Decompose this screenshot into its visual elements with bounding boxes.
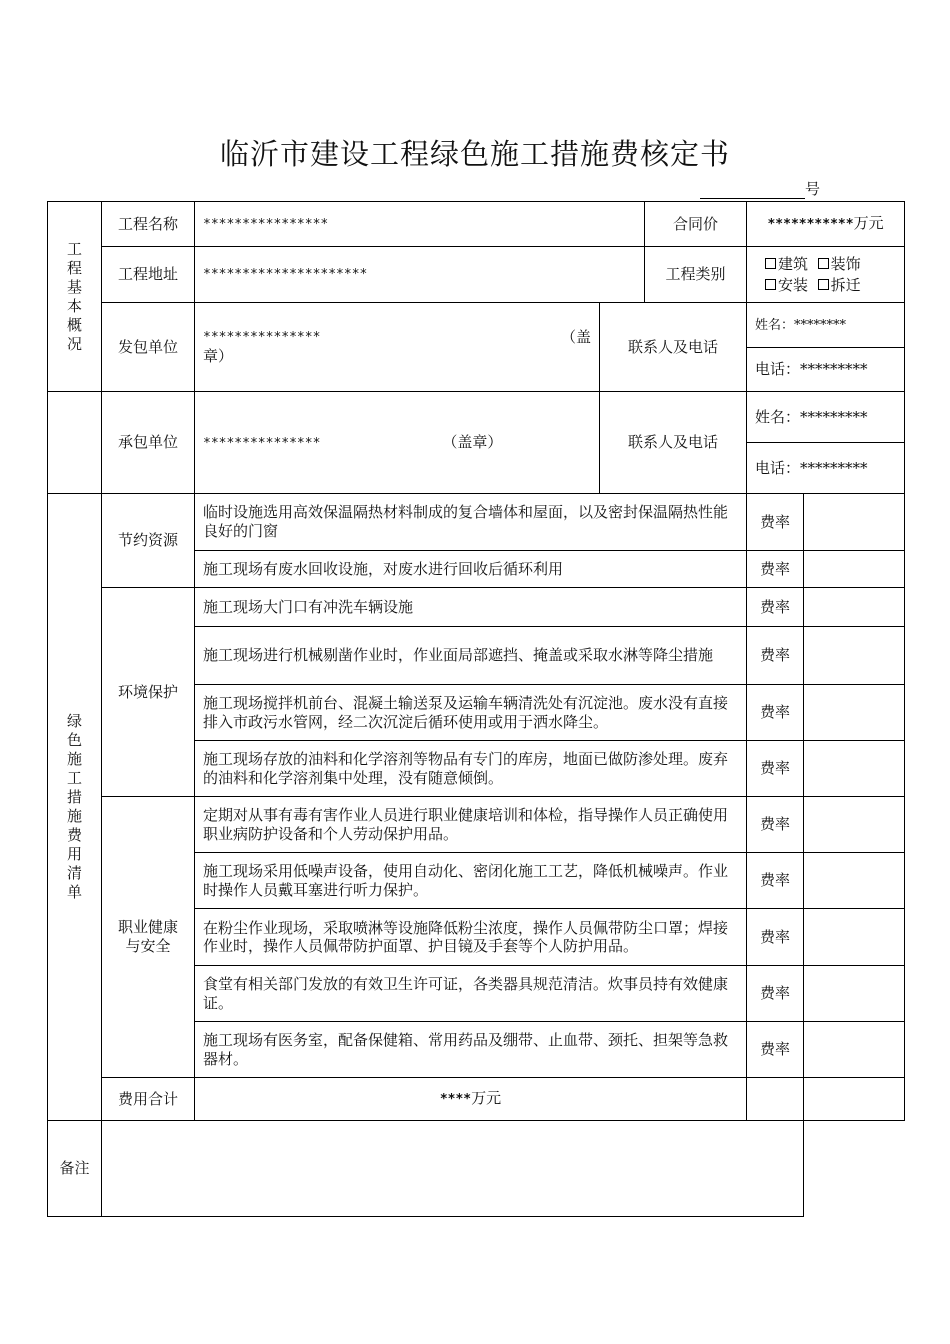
contract-price-unit: 万元	[853, 214, 884, 232]
remark-field[interactable]	[102, 1121, 804, 1217]
rate-value-cell[interactable]	[804, 966, 905, 1022]
client-value: ***************	[203, 330, 321, 345]
rate-value-cell[interactable]	[804, 853, 905, 909]
rate-label: 费率	[747, 909, 804, 966]
document-number-suffix: 号	[805, 180, 821, 198]
category-checkbox-installation[interactable]: 安装	[765, 276, 808, 294]
measure-item: 临时设施选用高效保温隔热材料制成的复合墙体和屋面，以及密封保温隔热性能良好的门窗	[195, 494, 747, 551]
group-label-health-safety: 职业健康与安全	[102, 797, 195, 1078]
contractor-contact-phone[interactable]: 电话：*********	[747, 443, 905, 494]
checkbox-icon	[765, 258, 776, 269]
contract-price-label: 合同价	[645, 202, 747, 247]
rate-label: 费率	[747, 797, 804, 853]
category-checkbox-construction[interactable]: 建筑	[765, 255, 808, 273]
total-unit: 万元	[471, 1089, 502, 1107]
page-title: 临沂市建设工程绿色施工措施费核定书	[219, 137, 730, 171]
rate-value-cell[interactable]	[804, 494, 905, 551]
total-rate-cell[interactable]	[747, 1078, 804, 1121]
address-value[interactable]: *********************	[195, 247, 645, 303]
contractor-label: 承包单位	[102, 392, 195, 494]
contractor-cell[interactable]	[195, 392, 600, 494]
checkbox-icon	[818, 279, 829, 290]
project-name-label: 工程名称	[102, 202, 195, 247]
client-contact-label: 联系人及电话	[600, 303, 747, 392]
category-checkbox-decoration[interactable]: 装饰	[818, 255, 861, 273]
rate-label: 费率	[747, 741, 804, 797]
contractor-seal: （盖章）	[442, 432, 503, 451]
category-options	[747, 247, 905, 303]
contractor-contact-name[interactable]: 姓名：*********	[747, 392, 905, 443]
document-number[interactable]	[700, 178, 820, 199]
group-label-resources: 节约资源	[102, 494, 195, 588]
measure-item: 定期对从事有毒有害作业人员进行职业健康培训和体检，指导操作人员正确使用职业病防护设备和个人劳动保护用品。	[195, 797, 747, 853]
project-name-value[interactable]: ****************	[195, 202, 645, 247]
client-cell[interactable]	[195, 303, 600, 392]
rate-label: 费率	[747, 685, 804, 741]
total-extra-cell[interactable]	[804, 1078, 905, 1121]
basic-info-section-label-continued	[48, 392, 102, 494]
measure-item: 施工现场进行机械剔凿作业时，作业面局部遮挡、掩盖或采取水淋等降尘措施	[195, 627, 747, 685]
client-seal-end: 章）	[203, 347, 234, 365]
measures-section-label: 绿色施工措施费用清单	[48, 494, 102, 1121]
document-number-blank[interactable]	[700, 183, 805, 199]
total-label: 费用合计	[102, 1078, 195, 1121]
group-label-environment: 环境保护	[102, 588, 195, 797]
rate-value-cell[interactable]	[804, 685, 905, 741]
remark-label: 备注	[48, 1121, 102, 1217]
contract-price-value: ***********	[767, 217, 854, 232]
rate-label: 费率	[747, 551, 804, 588]
green-measures-table	[47, 493, 905, 1217]
rate-label: 费率	[747, 1022, 804, 1078]
measure-item: 施工现场有废水回收设施，对废水进行回收后循环利用	[195, 551, 747, 588]
rate-label: 费率	[747, 853, 804, 909]
rate-label: 费率	[747, 588, 804, 627]
approval-form-table	[47, 201, 905, 392]
measure-item: 施工现场搅拌机前台、混凝土输送泵及运输车辆清洗处有沉淀池。废水没有直接排入市政污水管网，经二次沉淀后循环使用或用于洒水降尘。	[195, 685, 747, 741]
total-value: ****	[439, 1092, 472, 1107]
rate-label: 费率	[747, 494, 804, 551]
measure-item: 施工现场采用低噪声设备，使用自动化、密闭化施工工艺，降低机械噪声。作业时操作人员戴耳塞进行听力保护。	[195, 853, 747, 909]
measure-item: 施工现场有医务室，配备保健箱、常用药品及绷带、止血带、颈托、担架等急救器材。	[195, 1022, 747, 1078]
rate-value-cell[interactable]	[804, 797, 905, 853]
checkbox-icon	[765, 279, 776, 290]
client-seal-start: （盖	[560, 328, 591, 346]
contractor-table	[47, 391, 905, 494]
rate-label: 费率	[747, 966, 804, 1022]
client-contact-name[interactable]: 姓名：********	[747, 303, 905, 348]
measure-item: 在粉尘作业现场，采取喷淋等设施降低粉尘浓度，操作人员佩带防尘口罩；焊接作业时，操作人员佩带防护面罩、护目镜及手套等个人防护用品。	[195, 909, 747, 966]
basic-info-section-label: 工程基本概况	[48, 202, 102, 392]
measure-item: 食堂有相关部门发放的有效卫生许可证，各类器具规范清洁。炊事员持有效健康证。	[195, 966, 747, 1022]
contract-price-cell[interactable]	[747, 202, 905, 247]
measure-item: 施工现场存放的油料和化学溶剂等物品有专门的库房，地面已做防渗处理。废弃的油料和化学溶剂集中处理，没有随意倾倒。	[195, 741, 747, 797]
rate-value-cell[interactable]	[804, 551, 905, 588]
category-label: 工程类别	[645, 247, 747, 303]
contractor-value: ***************	[203, 435, 321, 451]
client-label: 发包单位	[102, 303, 195, 392]
total-value-cell[interactable]	[195, 1078, 747, 1121]
rate-value-cell[interactable]	[804, 909, 905, 966]
checkbox-icon	[818, 258, 829, 269]
rate-value-cell[interactable]	[804, 1022, 905, 1078]
client-contact-phone[interactable]: 电话：*********	[747, 348, 905, 392]
contractor-contact-label: 联系人及电话	[600, 392, 747, 494]
category-checkbox-demolition[interactable]: 拆迁	[818, 276, 861, 294]
address-label: 工程地址	[102, 247, 195, 303]
rate-label: 费率	[747, 627, 804, 685]
rate-value-cell[interactable]	[804, 741, 905, 797]
rate-value-cell[interactable]	[804, 588, 905, 627]
rate-value-cell[interactable]	[804, 627, 905, 685]
measure-item: 施工现场大门口有冲洗车辆设施	[195, 588, 747, 627]
